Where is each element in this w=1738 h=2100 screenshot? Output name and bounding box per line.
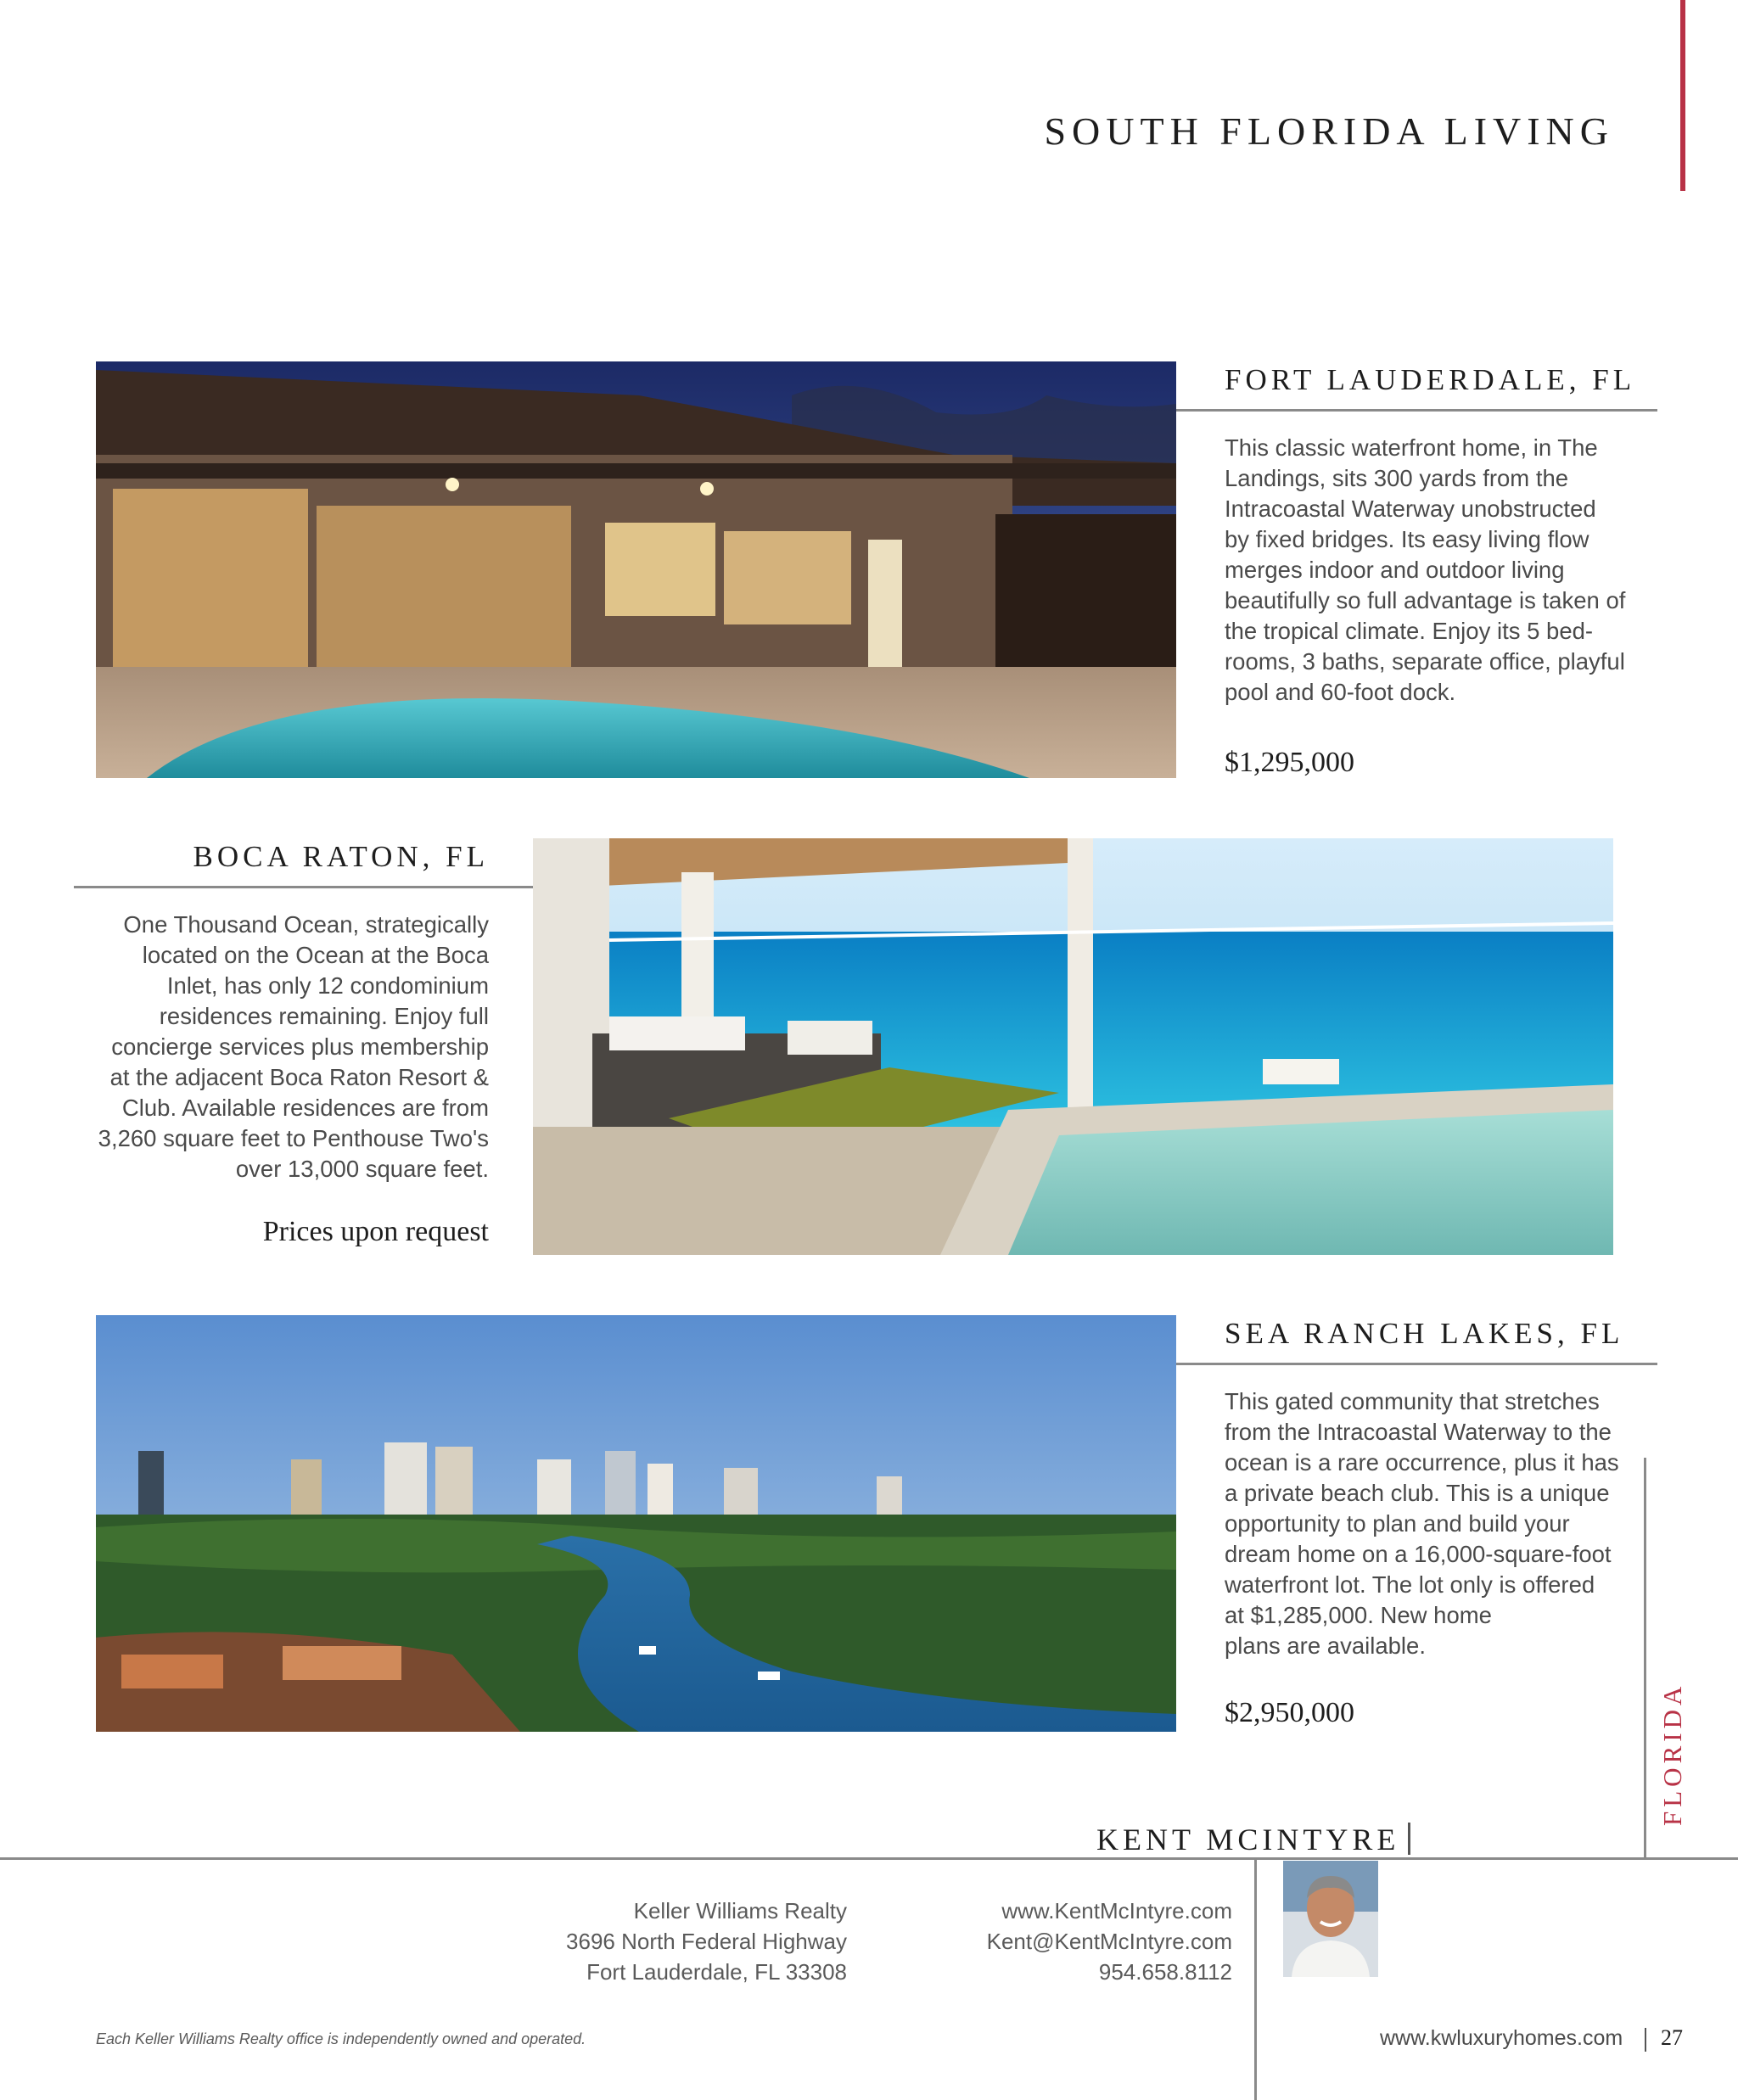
listing-description: One Thousand Ocean, strategically located on the Ocean at the Boca Inlet, has only 12 condominium residences remaining. Enjoy full concierge services plus membership at the adjacent Boca Raton Resort & Club. Available residences are from 3,260 square feet to Penthouse Two's over 13,000 square feet. [98,911,489,1182]
agent-address [475,1896,847,1987]
page-separator [1645,2028,1646,2052]
listing-description: This gated community that stretches from the Intracoastal Waterway to the ocean is a rare occurrence, plus it has a private beach club. This is a unique opportunity to plan and build your dream home on a 16,000-square-foot waterfront lot. The lot only is offered at $1,285,000. New home plans are available. [1225,1388,1619,1659]
agent-contact [900,1896,1232,1987]
side-rule [1644,1458,1646,1860]
region-label: FLORIDA [1657,1682,1687,1826]
heading-rule [1176,409,1657,412]
heading-rule [1176,1363,1657,1365]
footer-divider [1254,1860,1257,2100]
listing-price: Prices upon request [262,1216,489,1247]
listing-location: BOCA RATON, FL [193,840,489,873]
boca-raton-photo [533,838,1613,1255]
listing-location: SEA RANCH LAKES, FL [1225,1317,1624,1350]
listing-location: FORT LAUDERDALE, FL [1225,363,1636,396]
agent-website[interactable]: www.KentMcIntyre.com [1001,1898,1232,1924]
agent-company: Keller Williams Realty [633,1898,847,1924]
sea-ranch-lakes-photo [96,1315,1176,1732]
page-number: 27 [1661,2025,1683,2050]
agent-name: KENT MCINTYRE [1096,1823,1400,1856]
listing-price: $1,295,000 [1225,747,1354,778]
footer-rule [0,1857,1738,1860]
agent-city: Fort Lauderdale, FL 33308 [586,1959,847,1985]
agent-email[interactable]: Kent@KentMcIntyre.com [986,1929,1232,1954]
listing-price: $2,950,000 [1225,1697,1354,1728]
accent-rule [1680,0,1685,191]
listing-description: This classic waterfront home, in The Landings, sits 300 yards from the Intracoastal Waterway unobstructed by fixed bridges. Its easy living flow merges indoor and outdoor living beautifully so full advantage is taken of the tropical climate. Enjoy its 5 bed- rooms, 3 baths, separate office, playful pool and 60-foot dock. [1225,434,1626,705]
agent-avatar [1283,1861,1378,1977]
agent-street: 3696 North Federal Highway [566,1929,847,1954]
page-title: SOUTH FLORIDA LIVING [1044,109,1614,153]
name-divider [1408,1823,1410,1855]
heading-rule [74,886,533,888]
agent-phone: 954.658.8112 [1098,1959,1232,1985]
disclaimer: Each Keller Williams Realty office is independently owned and operated. [96,2030,586,2047]
fort-lauderdale-photo [96,361,1176,778]
footer-url[interactable]: www.kwluxuryhomes.com [1380,2026,1623,2050]
